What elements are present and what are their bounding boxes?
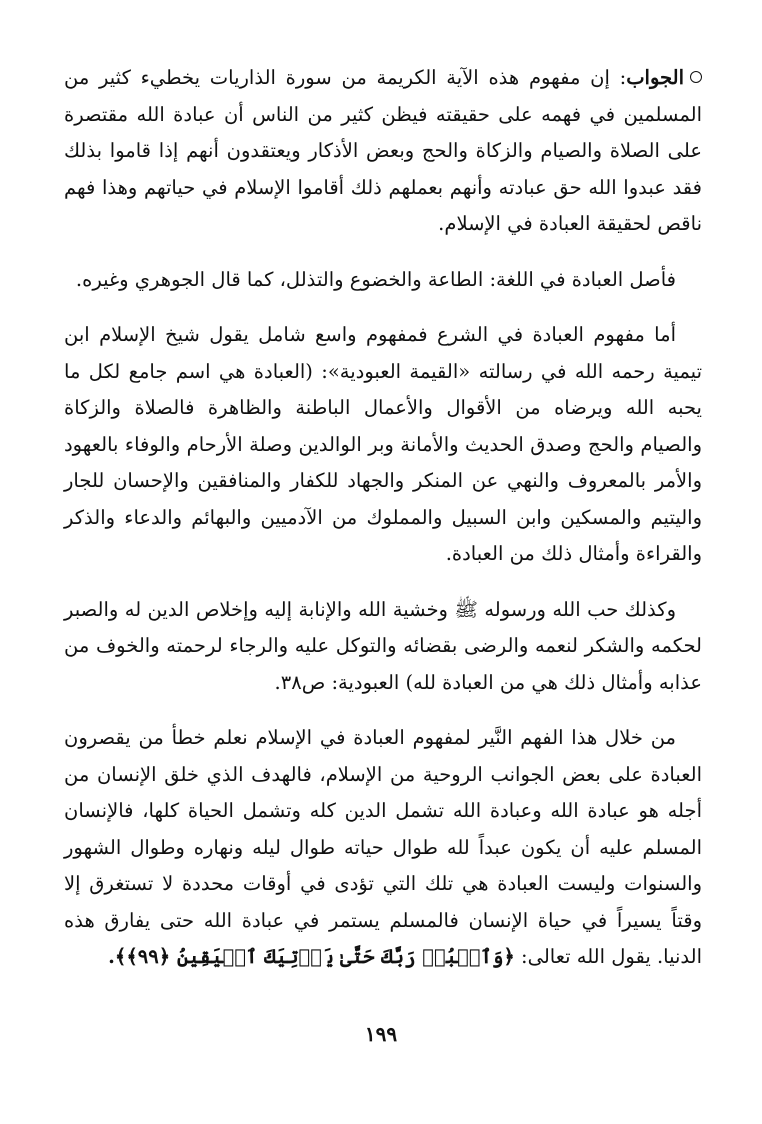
sharia-definition-paragraph: أما مفهوم العبادة في الشرع فمفهوم واسع شامل يقول شيخ الإسلام ابن تيمية رحمه الله في رسالته «القيمة العبودية»: (العبادة هي اسم جامع لكل ما يحبه الله ويرضاه من الأقوال والأعمال الباطنة والظاهرة فالصلاة والزكاة والصيام والحج وصدق الحديث والأمانة وبر الوالدين وصلة الأرحام والوفاء بالعهود والأمر بالمعروف والنهي عن المنكر والجهاد للكفار والمنافقين والإحسان للجار واليتيم والمسكين وابن السبيل والمملوك من الآدميين والبهائم والدعاء والذكر والقراءة وأمثال ذلك من العبادة. — [64, 323, 702, 565]
answer-label: الجواب — [626, 66, 684, 89]
love-and-fear-paragraph: وكذلك حب الله ورسوله ﷺ وخشية الله والإنابة إليه وإخلاص الدين له والصبر لحكمه والشكر لنعمه والرضى بقضائه والتوكل عليه والرجاء لرحمته والخوف من عذابه وأمثال ذلك هي من العبادة لله) العبودية: ص٣٨. — [64, 597, 702, 694]
linguistic-definition-paragraph: فأصل العبادة في اللغة: الطاعة والخضوع والتذلل، كما قال الجوهري وغيره. — [75, 267, 676, 291]
answer-text: : إن مفهوم هذه الآية الكريمة من سورة الذاريات يخطيء كثير من المسلمين في فهمه على حقيقته فيظن كثير من الناس أن عبادة الله مقتصرة على الصلاة والصيام والزكاة والحج وبعض الأذكار ويعتقدون أنهم إذا قاموا بذلك فقد عبدوا الله حق عبادته وأنهم بعملهم ذلك أقاموا الإسلام في حياتهم وهذا فهم ناقص لحقيقة العبادة في الإسلام. — [64, 66, 702, 235]
page-number: ١٩٩ — [364, 1022, 398, 1046]
answer-paragraph — [64, 60, 702, 243]
conclusion-text: من خلال هذا الفهم النَّير لمفهوم العبادة في الإسلام نعلم خطأ من يقصرون العبادة على بعض الجوانب الروحية من الإسلام، فالهدف الذي خلق الإنسان من أجله هو عبادة الله وعبادة الله تشمل الدين كله وتشمل الحياة كلها، فالإنسان المسلم عليه أن يكون عبداً لله طوال حياته طوال ليله ونهاره وطوال الشهور والسنوات وليست العبادة هي تلك التي تؤدى في أوقات محددة لا تستغرق إلا وقتاً يسيراً في حياة الإنسان فالمسلم يستمر في عبادة الله حتى يفارق هذه الدنيا. يقول الله تعالى: — [64, 726, 702, 968]
circle-bullet-icon — [690, 71, 702, 83]
quran-verse: ﴿وَٱعۡبُدۡ رَبَّكَ حَتَّىٰ يَأۡتِيَكَ ٱلۡيَقِينُ ﴿٩٩﴾﴾. — [108, 945, 515, 968]
page-body — [64, 60, 702, 995]
conclusion-paragraph — [64, 720, 702, 976]
